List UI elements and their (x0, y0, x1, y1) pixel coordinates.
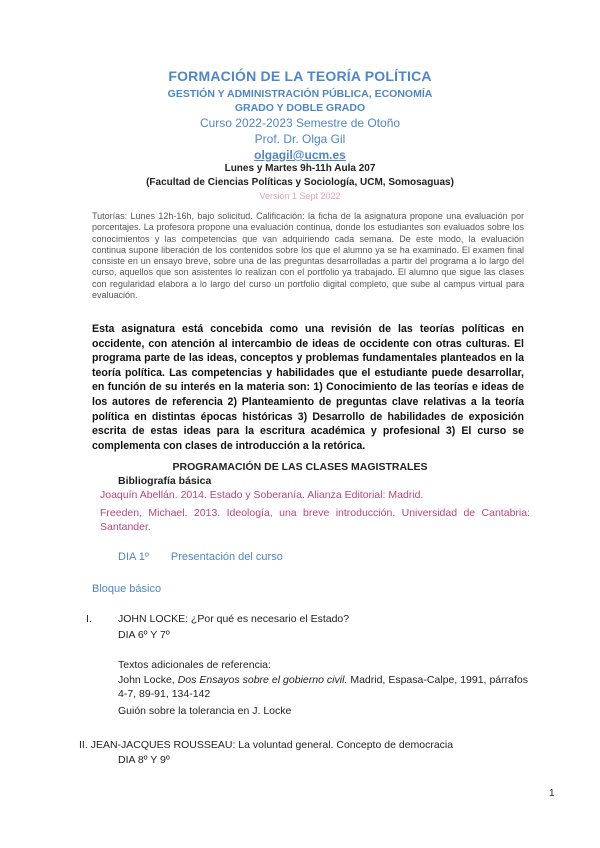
grade-subtitle: GRADO Y DOBLE GRADO (234, 102, 366, 114)
bloque-heading: Bloque básico (92, 583, 162, 595)
degree-subtitle: GESTIÓN Y ADMINISTRACIÓN PÚBLICA, ECONOMÍA (167, 88, 433, 100)
locke-ref-author: John Locke, (118, 674, 178, 686)
programacion-heading: PROGRAMACIÓN DE LAS CLASES MAGISTRALES (172, 461, 428, 473)
lesson-numeral-2-text: II. (79, 739, 88, 751)
lesson-numeral-2 (79, 738, 453, 752)
faculty: (Facultad de Ciencias Políticas y Sociología, UCM, Somosaguas) (146, 177, 454, 188)
biblio-item-freeden: Freeden, Michael. 2013. Ideología, una breve introducción. Universidad de Cantabria: Santander. (100, 507, 530, 533)
professor-name: Prof. Dr. Olga Gil (254, 132, 346, 146)
dia1-label: DIA 1º (118, 551, 149, 563)
locke-days: DIA 6º Y 7º (118, 629, 170, 641)
dia1-text: Presentación del curso (170, 551, 283, 563)
textos-heading: Textos adicionales de referencia: (118, 659, 271, 671)
tutorias-paragraph: Tutorías: Lunes 12h-16h, bajo solicitud. Calificación: la ficha de la asignatura propone una evaluación por porcentajes. La profesora propone una evaluación continua, donde los estudiantes son evaluados sobre los conocimientos y las competencias que van adquiriendo cada semana. De este modo, la evaluación continua supone liberación de los contenidos sobre los que el alumno ya se ha examinado. El examen final consiste en un ensayo breve, sobre una de las preguntas desarrolladas a partir del programa a lo largo del curso, aquellos que son asistentes lo realizan con el portfolio ya trabajado. El alumno que sigue las clases con regularidad elabora a lo largo del curso un portfolio digital completo, que sube al campus virtual para evaluación. (92, 211, 524, 301)
course-title: FORMACIÓN DE LA TEORÍA POLÍTICA (168, 68, 432, 84)
locke-title: JOHN LOCKE: ¿Por qué es necesario el Estado? (118, 613, 350, 625)
email-line (0, 148, 600, 162)
bibliografia-heading: Bibliografía básica (118, 475, 212, 487)
page-number: 1 (549, 788, 555, 799)
schedule: Lunes y Martes 9h-11h Aula 207 (224, 163, 376, 174)
email-link[interactable]: olgagil@ucm.es (254, 148, 346, 162)
dia1-line (118, 551, 283, 563)
locke-reference (118, 673, 528, 701)
rousseau-title: JEAN-JACQUES ROUSSEAU: La voluntad general. Concepto de democracia (90, 739, 454, 751)
locke-ref-work: Dos Ensayos sobre el gobierno civil. (177, 674, 348, 686)
lesson-numeral-1: I. (86, 613, 92, 625)
locke-ref-rest: Madrid, Espasa-Calpe, 1991, párrafos 4-7, 89-91, 134-142 (118, 674, 528, 700)
intro-paragraph: Esta asignatura está concebida como una revisión de las teorías políticas en occidente, con atención al intercambio de ideas de occidente con otras culturas. El programa parte de las ideas, conceptos y problemas fundamentales planteados en la teoría política. Las competencias y habilidades que el estudiante puede desarrollar, en función de su interés en la materia son: 1) Conocimiento de las teorías e ideas de los autores de referencia 2) Planteamiento de preguntas clave relativas a la teoría política en distintas épocas históricas 3) Desarrollo de habilidades de exposición escrita de estas ideas para la escritura académica y profesional 3) El curso se complementa con clases de introducción a la retórica. (92, 323, 524, 452)
version-label: Versión 1 Sept 2022 (259, 191, 341, 201)
locke-guion: Guión sobre la tolerancia en J. Locke (118, 705, 292, 717)
academic-year: Curso 2022-2023 Semestre de Otoño (199, 116, 401, 130)
rousseau-days: DIA 8º Y 9º (118, 754, 170, 766)
biblio-item-abellan: Joaquín Abellán. 2014. Estado y Soberanía. Alianza Editorial: Madrid. (100, 489, 424, 501)
